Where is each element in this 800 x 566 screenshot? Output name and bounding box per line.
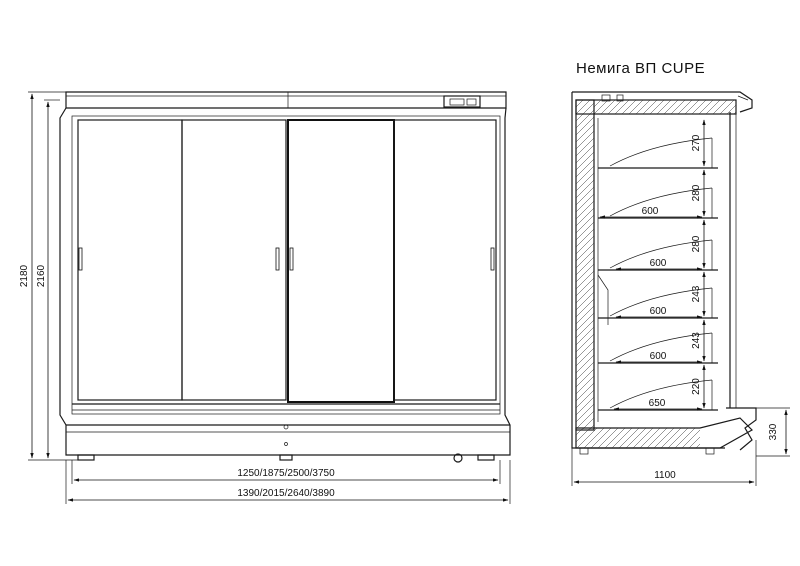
gap-dim-label: 243	[691, 332, 702, 349]
door-handle	[290, 248, 293, 270]
page-title: Немига ВП CUPE	[576, 60, 706, 77]
depth-dim-label: 600	[649, 351, 667, 362]
gap-dim-label: 280	[691, 184, 702, 202]
depth-dim-label: 600	[641, 206, 659, 217]
door-handle	[276, 248, 279, 270]
depth-dim-label: 650	[648, 398, 666, 409]
door-handle	[491, 248, 494, 270]
front-height-dimensions	[19, 92, 78, 460]
door-3	[288, 120, 394, 402]
door-2	[182, 120, 286, 400]
shelf-depth-dimensions	[600, 206, 702, 409]
door-handle	[79, 248, 82, 270]
foot	[280, 455, 292, 460]
width-outer-label: 1390/2015/2640/3890	[237, 488, 335, 499]
gap-dim-label: 243	[691, 285, 702, 303]
gap-dim-label: 270	[691, 134, 702, 152]
gap-dim-label: 280	[691, 235, 702, 253]
depth-label: 1100	[654, 470, 676, 481]
front-view	[60, 92, 510, 462]
foot	[478, 455, 494, 460]
depth-dimension	[572, 440, 756, 486]
foot	[78, 455, 94, 460]
shelf-gap-dimensions	[691, 120, 704, 408]
height-outer-label: 2180	[19, 264, 30, 288]
gap-dim-label: 220	[691, 378, 702, 395]
width-inner-label: 1250/1875/2500/3750	[237, 468, 335, 479]
shelves	[598, 138, 718, 410]
front-width-dimensions	[66, 460, 510, 504]
height-inner-label: 2160	[36, 264, 47, 288]
base-height-label: 330	[768, 423, 779, 441]
depth-dim-label: 600	[649, 258, 667, 269]
door-1	[78, 120, 182, 400]
depth-dim-label: 600	[649, 306, 667, 317]
base-height-dimension	[756, 408, 790, 456]
door-4	[394, 120, 496, 400]
